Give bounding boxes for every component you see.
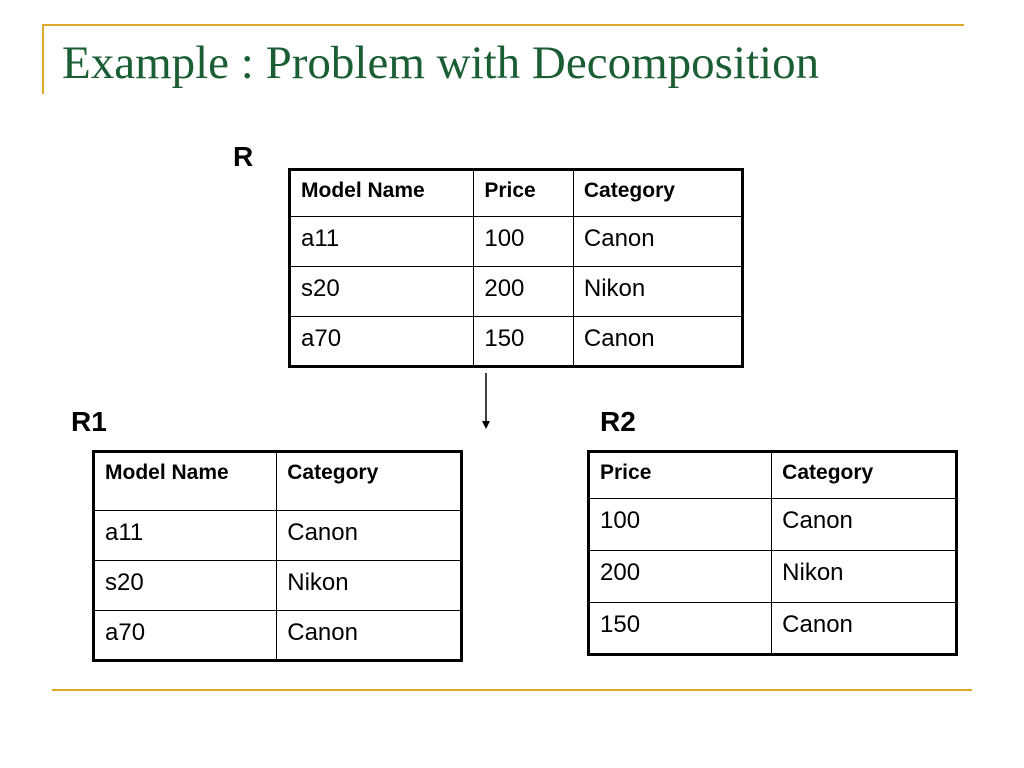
table-cell: Nikon — [772, 551, 957, 603]
table-cell: 150 — [474, 317, 574, 367]
down-arrow-icon — [476, 373, 496, 429]
table-row — [94, 511, 462, 561]
frame-left-rule — [42, 24, 44, 94]
relation-r1-table — [92, 450, 463, 662]
table-header-row — [589, 452, 957, 499]
table-row — [290, 217, 743, 267]
table-cell: Canon — [573, 217, 742, 267]
relation-r-label: R — [233, 141, 254, 172]
table-header-row — [94, 452, 462, 511]
table-cell: 100 — [474, 217, 574, 267]
column-header: Category — [277, 452, 462, 511]
table-row — [589, 551, 957, 603]
slide-title: Example : Problem with Decomposition — [62, 37, 820, 89]
column-header: Price — [589, 452, 772, 499]
table-cell: a11 — [290, 217, 474, 267]
relation-r1-label: R1 — [71, 406, 107, 437]
relation-r2-label: R2 — [600, 406, 636, 437]
relation-r2-table — [587, 450, 958, 656]
table-cell: a70 — [290, 317, 474, 367]
column-header: Category — [573, 170, 742, 217]
table-cell: Canon — [573, 317, 742, 367]
table-cell: 100 — [589, 499, 772, 551]
table-cell: 200 — [589, 551, 772, 603]
frame-top-rule — [42, 24, 964, 26]
table-row — [290, 267, 743, 317]
table-row — [290, 317, 743, 367]
table-cell: Canon — [277, 611, 462, 661]
table-cell: Canon — [772, 499, 957, 551]
column-header: Model Name — [94, 452, 277, 511]
relation-r-table — [288, 168, 744, 368]
column-header: Price — [474, 170, 574, 217]
table-cell: Canon — [277, 511, 462, 561]
column-header: Model Name — [290, 170, 474, 217]
table-row — [94, 561, 462, 611]
table-cell: Nikon — [573, 267, 742, 317]
table-row — [589, 603, 957, 655]
table-cell: 200 — [474, 267, 574, 317]
table-cell: s20 — [290, 267, 474, 317]
frame-bottom-rule — [52, 689, 972, 691]
table-header-row — [290, 170, 743, 217]
table-cell: 150 — [589, 603, 772, 655]
table-cell: a11 — [94, 511, 277, 561]
table-cell: Nikon — [277, 561, 462, 611]
table-row — [94, 611, 462, 661]
table-cell: Canon — [772, 603, 957, 655]
table-cell: a70 — [94, 611, 277, 661]
column-header: Category — [772, 452, 957, 499]
table-cell: s20 — [94, 561, 277, 611]
table-row — [589, 499, 957, 551]
